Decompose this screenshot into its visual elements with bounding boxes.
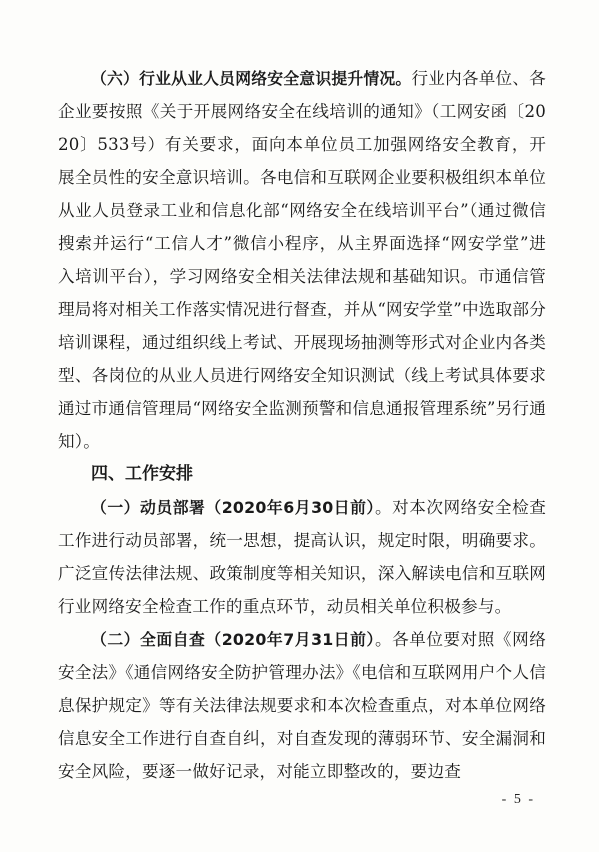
document-body bbox=[58, 62, 546, 788]
page-number: - 5 - bbox=[501, 792, 535, 807]
section-six-lead: （六）行业从业人员网络安全意识提升情况。 bbox=[91, 69, 412, 88]
paragraph-section-six bbox=[58, 62, 546, 458]
item-one-lead: （一）动员部署（2020年6月30日前） bbox=[91, 498, 375, 517]
paragraph-item-two bbox=[58, 623, 546, 788]
section-six-body: 行业内各单位、各企业要按照《关于开展网络安全在线培训的通知》（工网安函〔2020〕533号）有关要求，面向本单位员工加强网络安全教育，开展全员性的安全意识培训。各电信和互联网企业要积极组织本单位从业人员登录工业和信息化部“网络安全在线培训平台”（通过微信搜索并运行“工信人才”微信小程序，从主界面选择“网安学堂”进入培训平台），学习网络安全相关法律法规和基础知识。市通信管理局将对相关工作落实情况进行督查，并从“网安学堂”中选取部分培训课程，通过组织线上考试、开展现场抽测等形式对企业内各类型、各岗位的从业人员进行网络安全知识测试（线上考试具体要求通过市通信管理局“网络安全监测预警和信息通报管理系统”另行通知）。 bbox=[58, 69, 546, 451]
heading-work-arrangement: 四、工作安排 bbox=[91, 464, 193, 484]
item-two-body: 。各单位要对照《网络安全法》《通信网络安全防护管理办法》《电信和互联网用户个人信息保护规定》等有关法律法规要求和本次检查重点，对本单位网络信息安全工作进行自查自纠，对自查发现的薄弱环节、安全漏洞和安全风险，要逐一做好记录，对能立即整改的，要边查 bbox=[58, 630, 547, 781]
paragraph-item-one bbox=[58, 491, 546, 623]
item-two-lead: （二）全面自查（2020年7月31日前） bbox=[91, 630, 375, 649]
item-one-body: 。对本次网络安全检查工作进行动员部署，统一思想，提高认识，规定时限，明确要求。广泛宣传法律法规、政策制度等相关知识，深入解读电信和互联网行业网络安全检查工作的重点环节，动员相关单位积极参与。 bbox=[58, 498, 547, 616]
